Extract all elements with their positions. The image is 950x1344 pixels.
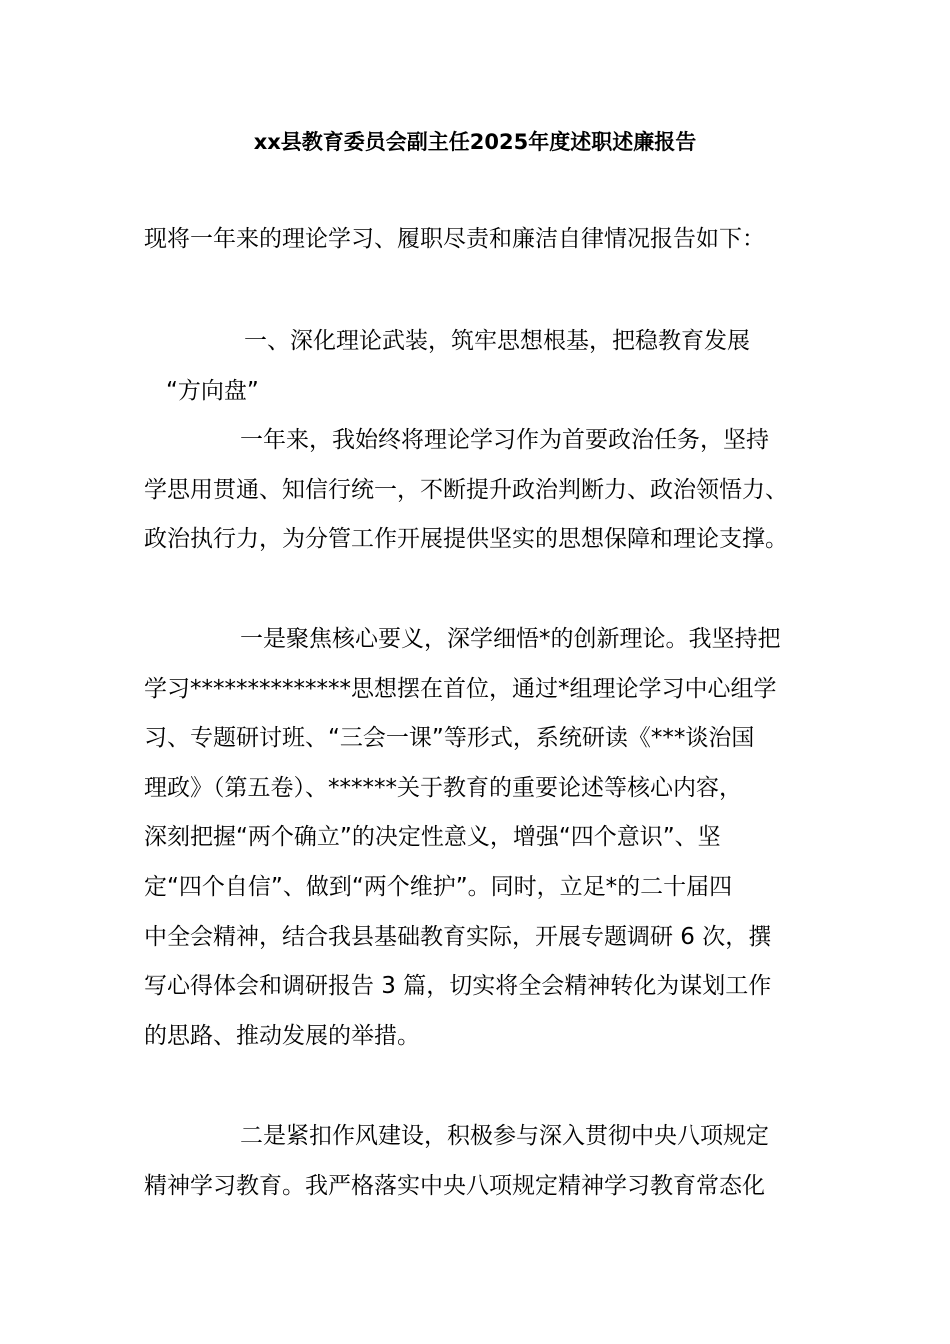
point1-paragraph bbox=[144, 615, 809, 1061]
point2-line-2: 精神学习教育。我严格落实中央八项规定精神学习教育常态化 bbox=[144, 1172, 765, 1199]
section1-body-line-3: 政治执行力，为分管工作开展提供坚实的思想保障和理论支撑。 bbox=[144, 526, 788, 553]
section1-heading bbox=[144, 317, 809, 416]
intro-paragraph bbox=[144, 215, 809, 265]
point1-line-6: 定“四个自信”、做到“两个维护”。同时，立足*的二十届四 bbox=[144, 873, 733, 900]
section1-heading-line-2: “方向盘” bbox=[166, 377, 259, 404]
section1-body-line-1: 一年来，我始终将理论学习作为首要政治任务，坚持 bbox=[240, 427, 769, 453]
point1-line-7: 中全会精神，结合我县基础教育实际，开展专题调研 6 次，撰 bbox=[144, 923, 772, 950]
document-title: xx县教育委员会副主任2025年度述职述廉报告 bbox=[253, 130, 697, 154]
intro-line: 现将一年来的理论学习、履职尽责和廉洁自律情况报告如下： bbox=[144, 226, 765, 252]
point1-line-5: 深刻把握“两个确立”的决定性意义，增强“四个意识”、坚 bbox=[144, 824, 721, 851]
point2-paragraph bbox=[144, 1112, 809, 1211]
point1-line-8: 写心得体会和调研报告 3 篇，切实将全会精神转化为谋划工作 bbox=[144, 973, 772, 1000]
point1-line-2: 学习**************思想摆在首位，通过*组理论学习中心组学 bbox=[144, 675, 777, 702]
section1-heading-line-1: 一、深化理论武装，筑牢思想根基，把稳教育发展 bbox=[244, 328, 750, 354]
point1-line-3: 习、专题研讨班、“三会一课”等形式，系统研读《***谈治国 bbox=[144, 725, 755, 752]
point2-line-1: 二是紧扣作风建设，积极参与深入贯彻中央八项规定 bbox=[240, 1123, 769, 1149]
point1-line-1: 一是聚焦核心要义，深学细悟*的创新理论。我坚持把 bbox=[240, 626, 781, 652]
section1-body bbox=[144, 416, 809, 565]
point1-line-4: 理政》（第五卷）、******关于教育的重要论述等核心内容， bbox=[144, 774, 742, 801]
section1-body-line-2: 学思用贯通、知信行统一，不断提升政治判断力、政治领悟力、 bbox=[144, 476, 788, 503]
point1-line-9: 的思路、推动发展的举措。 bbox=[144, 1022, 420, 1049]
